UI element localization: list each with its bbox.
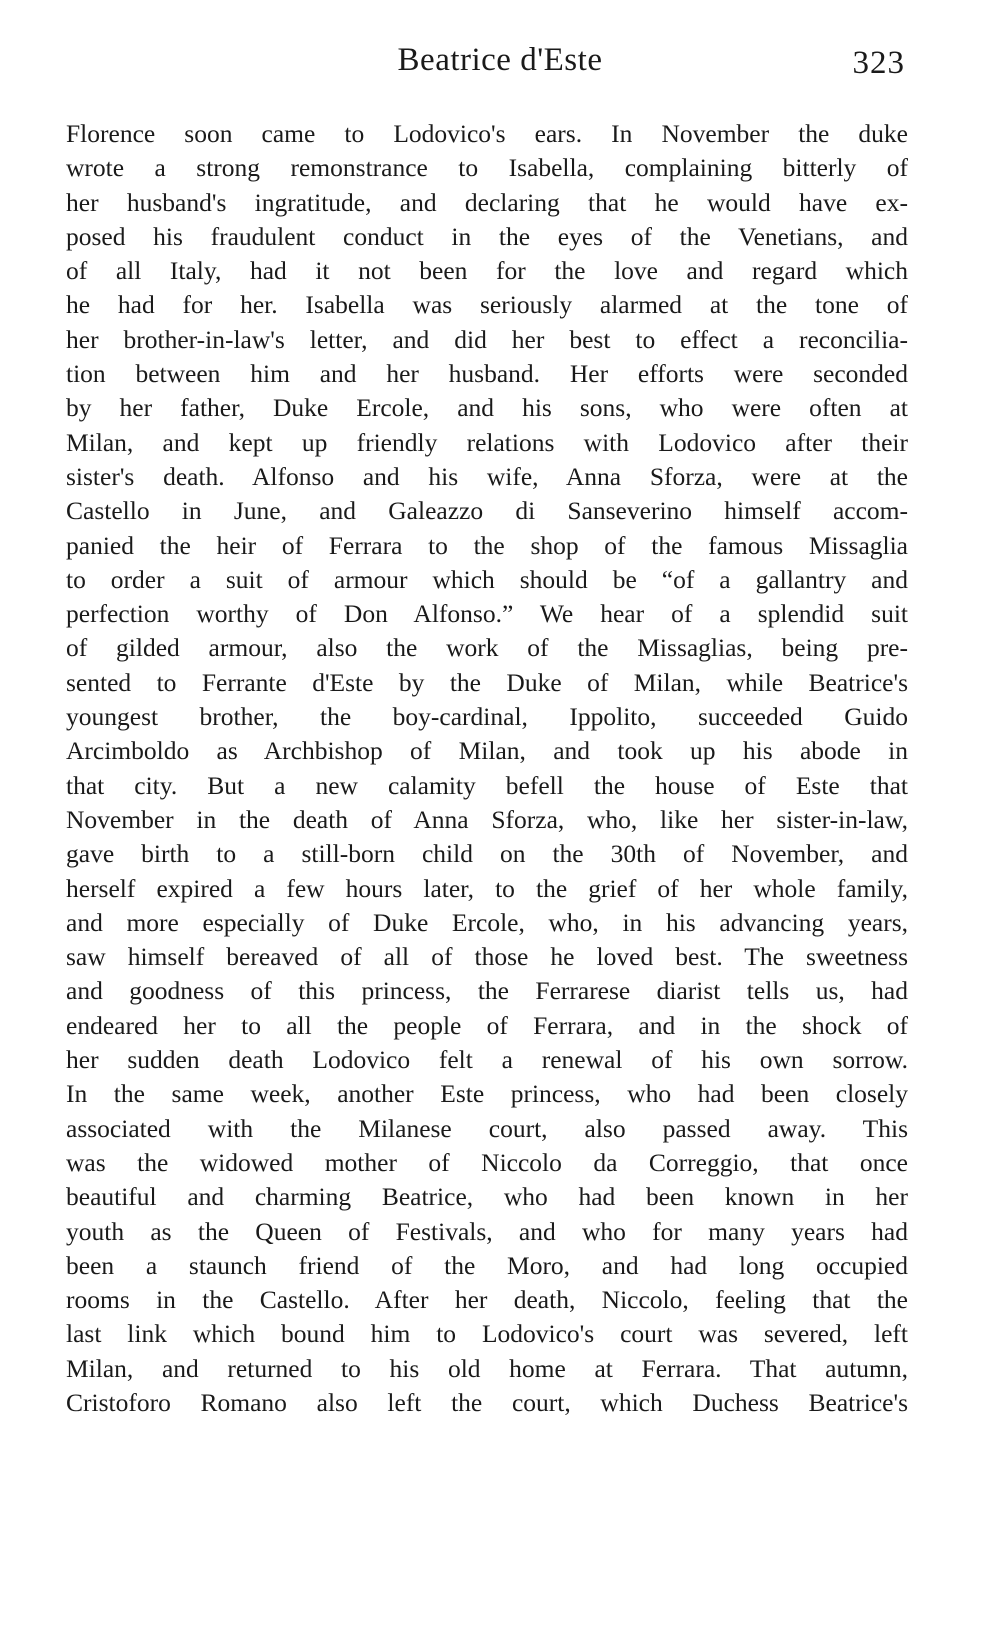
text-line: her sudden death Lodovico felt a renewal of his own sorrow. xyxy=(66,1045,908,1075)
text-line: Florence soon came to Lodovico's ears. In November the duke xyxy=(66,119,908,148)
text-line: gave birth to a still-born child on the 30th of November, and xyxy=(66,839,908,869)
text-line: perfection worthy of Don Alfonso.” We hear of a splendid suit xyxy=(66,599,908,629)
text-line: youngest brother, the boy-cardinal, Ippolito, succeeded Guido xyxy=(66,702,908,732)
text-line: rooms in the Castello. After her death, Niccolo, feeling that the xyxy=(66,1285,908,1315)
running-head xyxy=(0,42,1000,92)
text-line: In the same week, another Este princess, who had been closely xyxy=(66,1079,908,1109)
text-line: Cristoforo Romano also left the court, which Duchess Beatrice's xyxy=(66,1387,908,1417)
text-line: he had for her. Isabella was seriously alarmed at the tone of xyxy=(66,290,908,320)
text-line: by her father, Duke Ercole, and his sons, who were often at xyxy=(66,393,908,423)
text-line: youth as the Queen of Festivals, and who for many years had xyxy=(66,1216,908,1246)
text-line: of all Italy, had it not been for the love and regard which xyxy=(66,256,908,286)
text-line: of gilded armour, also the work of the Missaglias, being pre- xyxy=(66,633,908,663)
text-line: panied the heir of Ferrara to the shop of the famous Missaglia xyxy=(66,530,908,560)
text-line: to order a suit of armour which should be “of a gallantry and xyxy=(66,564,908,594)
text-line: her husband's ingratitude, and declaring that he would have ex- xyxy=(66,187,908,217)
text-line: sister's death. Alfonso and his wife, Anna Sforza, were at the xyxy=(66,461,908,491)
text-line: Milan, and kept up friendly relations with Lodovico after their xyxy=(66,427,908,457)
running-title: Beatrice d'Este xyxy=(397,42,603,78)
text-line: was the widowed mother of Niccolo da Correggio, that once xyxy=(66,1147,908,1177)
text-line: last link which bound him to Lodovico's court was severed, left xyxy=(66,1319,908,1349)
page-number: 323 xyxy=(852,45,905,81)
text-line: associated with the Milanese court, also passed away. This xyxy=(66,1113,908,1143)
text-line: posed his fraudulent conduct in the eyes of the Venetians, and xyxy=(66,221,908,251)
text-line: endeared her to all the people of Ferrara, and in the shock of xyxy=(66,1010,908,1040)
body-text xyxy=(66,117,908,1420)
text-line: been a staunch friend of the Moro, and had long occupied xyxy=(66,1250,908,1280)
text-line: Arcimboldo as Archbishop of Milan, and took up his abode in xyxy=(66,736,908,766)
text-line: Milan, and returned to his old home at Ferrara. That autumn, xyxy=(66,1353,908,1383)
text-line: herself expired a few hours later, to the grief of her whole family, xyxy=(66,873,908,903)
text-line: wrote a strong remonstrance to Isabella, complaining bitterly of xyxy=(66,153,908,183)
text-line: sented to Ferrante d'Este by the Duke of Milan, while Beatrice's xyxy=(66,667,908,697)
text-line: November in the death of Anna Sforza, who, like her sister-in-law, xyxy=(66,804,908,834)
text-line: Castello in June, and Galeazzo di Sanseverino himself accom- xyxy=(66,496,908,526)
text-line: and more especially of Duke Ercole, who, in his advancing years, xyxy=(66,907,908,937)
text-line: tion between him and her husband. Her efforts were seconded xyxy=(66,359,908,389)
text-line: and goodness of this princess, the Ferrarese diarist tells us, had xyxy=(66,976,908,1006)
text-line: that city. But a new calamity befell the house of Este that xyxy=(66,770,908,800)
text-line: beautiful and charming Beatrice, who had been known in her xyxy=(66,1182,908,1212)
text-line: her brother-in-law's letter, and did her best to effect a reconcilia- xyxy=(66,324,908,354)
text-line: saw himself bereaved of all of those he loved best. The sweetness xyxy=(66,942,908,972)
